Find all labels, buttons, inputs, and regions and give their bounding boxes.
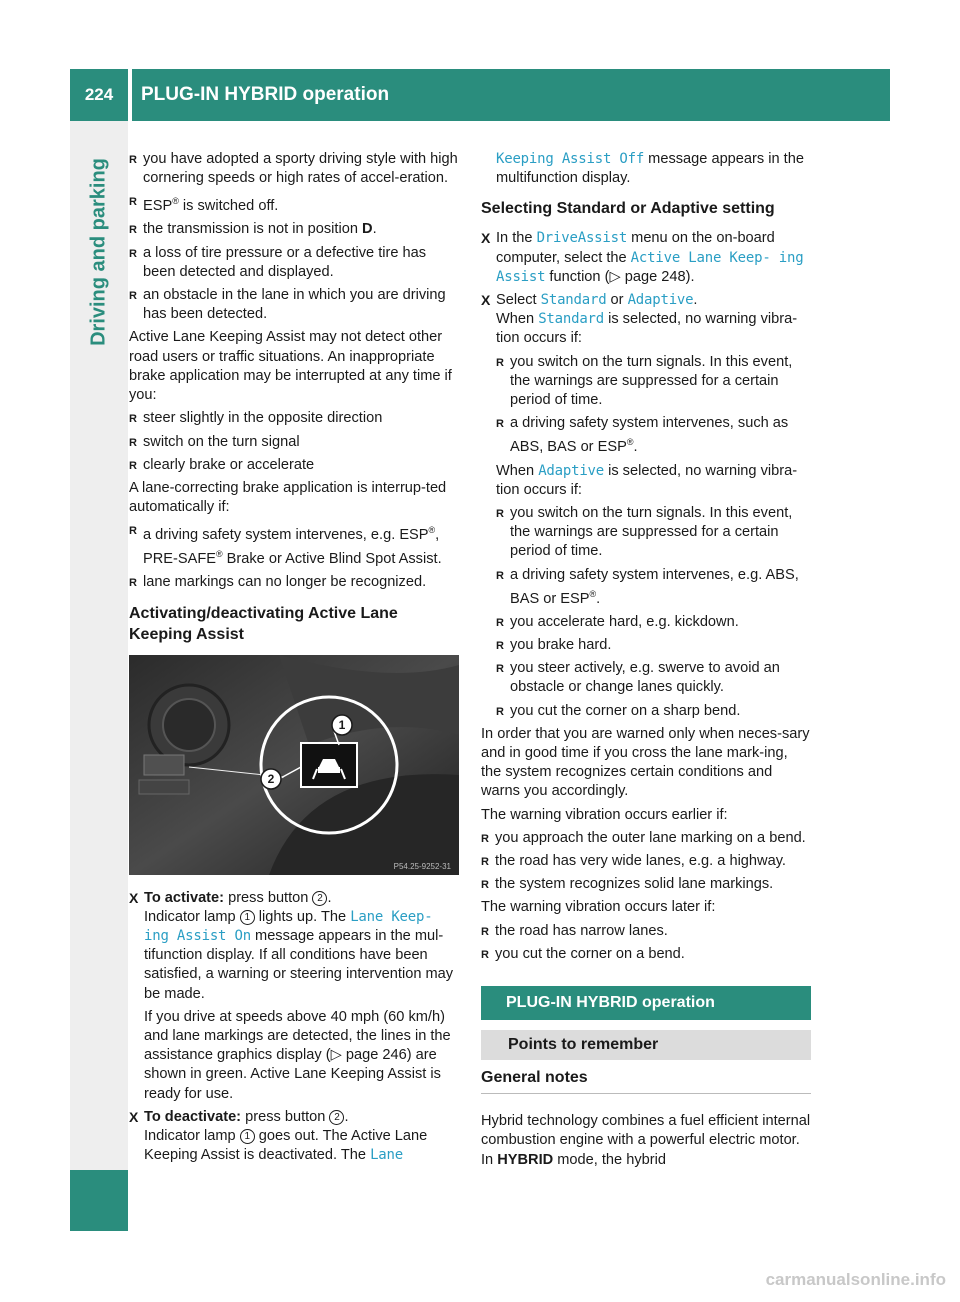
instruction-step: X In the DriveAssist menu on the on-board computer, select the Active Lane Keep‐ ing Assist function (▷ page 248). xyxy=(481,230,804,285)
list-item: R you cut the corner on a bend. xyxy=(481,945,811,964)
photo-code: P54.25-9252-31 xyxy=(393,861,451,871)
list-item: R you accelerate hard, e.g. kickdown. xyxy=(496,613,811,632)
list-item: R ESP® is switched off. xyxy=(129,192,461,216)
list-item: R lane markings can no longer be recognized. xyxy=(129,573,461,592)
left-column xyxy=(129,150,461,1169)
paragraph: If you drive at speeds above 40 mph (60 km/h) and lane markings are detected, the lines in the assistance graphics display (▷ page 246) are shown in green. Active Lane Keeping Assist is ready for use. xyxy=(144,1008,451,1102)
paragraph: The warning vibration occurs later if: xyxy=(481,899,716,916)
callout-2: 2 xyxy=(267,771,275,786)
paragraph: The warning vibration occurs earlier if: xyxy=(481,806,728,823)
paragraph: A lane-correcting brake application is interrup-ted automatically if: xyxy=(129,479,447,516)
paragraph: When Adaptive is selected, no warning vibra-tion occurs if: xyxy=(496,462,798,498)
list-item: R you have adopted a sporty driving style with high cornering speeds or high rates of accel-eration. xyxy=(129,150,461,188)
header-divider xyxy=(128,69,132,121)
callout-1: 1 xyxy=(338,717,346,732)
list-item: R a driving safety system intervenes, e.g. ESP®, PRE-SAFE® Brake or Active Blind Spot Assist. xyxy=(129,521,461,569)
paragraph: Active Lane Keeping Assist may not detect other road users or traffic situations. An inappropriate brake application may be interrupted at any time if you: xyxy=(129,329,452,404)
page-title: PLUG-IN HYBRID operation xyxy=(141,84,390,105)
subsection-heading: General notes xyxy=(481,1068,811,1094)
display-message-off: Keeping Assist Off xyxy=(496,151,645,167)
list-item: R you approach the outer lane marking on a bend. xyxy=(481,829,811,848)
list-item: R clearly brake or accelerate xyxy=(129,456,461,475)
instruction-step: X Select Standard or Adaptive. When Standard is selected, no warning vibra-tion occurs if: xyxy=(481,292,798,347)
right-column xyxy=(481,150,811,1174)
watermark: carmanualsonline.info xyxy=(765,1270,946,1289)
list-item: R the transmission is not in position D. xyxy=(129,220,461,239)
instruction-step: X To deactivate: press button 2 . Indicator lamp 1 goes out. The Active Lane Keeping Assist is deactivated. The Lane xyxy=(129,1108,428,1164)
list-item: R you brake hard. xyxy=(496,636,811,655)
list-item: R you switch on the turn signals. In this event, the warnings are suppressed for a certain period of time. xyxy=(496,504,811,562)
list-item: R you switch on the turn signals. In this event, the warnings are suppressed for a certain period of time. xyxy=(496,353,811,411)
list-item: R a driving safety system intervenes, such as ABS, BAS or ESP®. xyxy=(496,414,811,457)
list-item: R the system recognizes solid lane markings. xyxy=(481,875,811,894)
list-item: R a loss of tire pressure or a defective tire has been detected and displayed. xyxy=(129,244,461,282)
paragraph: Hybrid technology combines a fuel efficient internal combustion engine with a powerful electric motor. In HYBRID mode, the hybrid xyxy=(481,1113,811,1168)
list-item: R the road has narrow lanes. xyxy=(481,922,811,941)
section-band: PLUG-IN HYBRID operation xyxy=(481,986,811,1020)
subsection-band: Points to remember xyxy=(481,1030,811,1060)
list-item: R switch on the turn signal xyxy=(129,433,461,452)
list-item: R steer slightly in the opposite direction xyxy=(129,409,461,428)
sidebar-marker xyxy=(70,1170,128,1231)
list-item: R an obstacle in the lane in which you are driving has been detected. xyxy=(129,286,461,324)
sidebar-section-title: Driving and parking xyxy=(87,158,110,346)
list-item: R the road has very wide lanes, e.g. a highway. xyxy=(481,852,811,871)
section-heading: Activating/deactivating Active Lane Keeping Assist xyxy=(129,604,398,643)
page-number: 224 xyxy=(84,85,114,104)
list-item: R you steer actively, e.g. swerve to avoid an obstacle or change lanes quickly. xyxy=(496,659,811,697)
list-item: R you cut the corner on a sharp bend. xyxy=(496,702,811,721)
paragraph: In order that you are warned only when neces-sary and in good time if you cross the lane mark-ing, the system recognizes certain conditions and warns you accordingly. xyxy=(481,725,810,800)
instruction-step: X To activate: press button 2 . Indicator lamp 1 lights up. The Lane Keep‐ ing Assist On message appears in the mul-tifunction display. If all conditions have been satisfied, a warning or steering intervention may be made. xyxy=(129,889,454,1002)
paragraph: Keeping Assist Off message appears in the multifunction display. xyxy=(496,151,804,187)
steering-wheel-photo xyxy=(129,655,459,875)
display-message-on: Lane Keep‐ ing Assist On xyxy=(144,908,433,945)
list-item: R a driving safety system intervenes, e.g. ABS, BAS or ESP®. xyxy=(496,566,811,609)
section-heading: Selecting Standard or Adaptive setting xyxy=(481,200,775,218)
